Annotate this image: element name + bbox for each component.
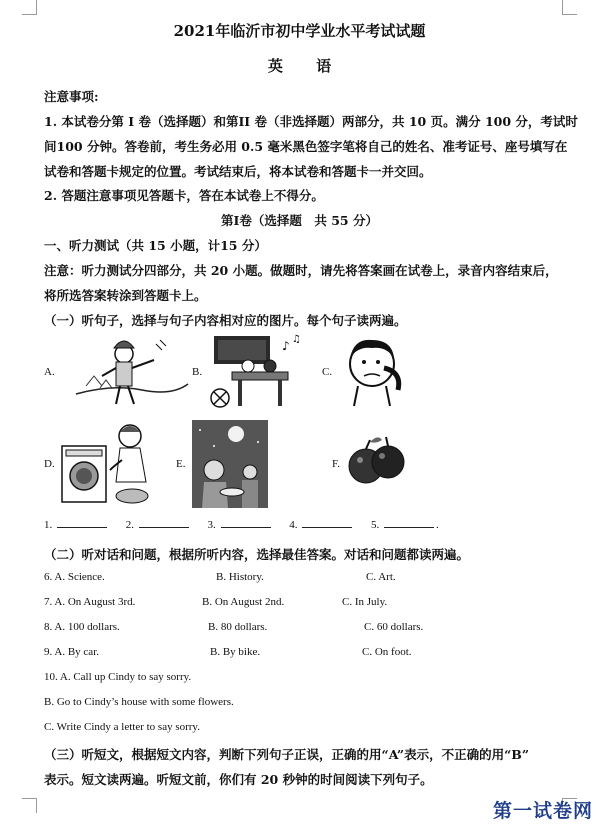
blank-label-1: 1. — [44, 519, 53, 531]
answer-blanks-row — [44, 517, 439, 531]
picture-b-classroom-no-talking — [208, 332, 308, 412]
pic-label-f: F. — [332, 458, 340, 470]
picture-f-apples — [346, 432, 406, 488]
crop-mark-top-right — [562, 0, 577, 15]
answer-blank-1[interactable] — [57, 517, 107, 528]
q6-option-b: B. History. — [216, 571, 264, 583]
q8-option-b: B. 80 dollars. — [208, 621, 268, 633]
blank-label-2: 2. — [125, 519, 134, 531]
answer-blank-4[interactable] — [302, 517, 352, 528]
exam-title: 2021年临沂市初中学业水平考试试题 — [173, 22, 426, 40]
answer-blank-2[interactable] — [139, 517, 189, 528]
listening-note-line-2: 将所选答案转涂到答题卡上。 — [44, 288, 207, 303]
listening-note-line-1: 注意：听力测试分四部分，共 20 小题。做题时，请先将答案画在试卷上，录音内容结束后， — [44, 263, 558, 278]
picture-e-moon-festival — [192, 420, 268, 508]
notice-item-1-line-2: 间100 分钟。答卷前，考生务必用 0.5 毫米黑色签字笔将自己的姓名、准考证号、座号填写在 — [44, 139, 568, 154]
q7-option-c: C. In July. — [342, 596, 388, 608]
q6-option-a: 6. A. Science. — [44, 571, 105, 583]
notice-item-1-line-3: 试卷和答题卡规定的位置。考试结束后，将本试卷和答题卡一并交回。 — [44, 164, 432, 179]
q6-option-c: C. Art. — [366, 571, 396, 583]
listening-section-title: 一、听力测试（共 15 小题，计15 分） — [44, 238, 267, 253]
answer-blank-3[interactable] — [221, 517, 271, 528]
svg-text:♫: ♫ — [292, 334, 301, 345]
notice-item-2: 2. 答题注意事项见答题卡，答在本试卷上不得分。 — [44, 188, 324, 203]
notice-item-1-line-1: 1. 本试卷分第 I 卷（选择题）和第II 卷（非选择题）两部分，共 10 页。满分 100 分，考试时 — [44, 114, 578, 129]
answer-blank-5[interactable] — [384, 517, 434, 528]
q8-option-c: C. 60 dollars. — [364, 621, 424, 633]
picture-c-toothache — [338, 332, 408, 408]
pic-label-d: D. — [44, 458, 55, 470]
picture-d-washing-clothes — [60, 420, 156, 508]
pic-label-e: E. — [176, 458, 186, 470]
blank-label-5: 5. — [371, 519, 380, 531]
blank-label-3: 3. — [207, 519, 216, 531]
q10-option-c: C. Write Cindy a letter to say sorry. — [44, 721, 200, 733]
q10-option-a: 10. A. Call up Cindy to say sorry. — [44, 671, 192, 683]
exam-subject: 英 语 — [267, 57, 346, 75]
sub2-title: （二）听对话和问题，根据所听内容，选择最佳答案。对话和问题都读两遍。 — [44, 547, 470, 562]
pic-label-a: A. — [44, 366, 55, 378]
pic-label-c: C. — [322, 366, 333, 378]
sub1-title: （一）听句子，选择与句子内容相对应的图片。每个句子读两遍。 — [44, 313, 407, 328]
pic-label-b: B. — [192, 366, 203, 378]
q9-option-b: B. By bike. — [210, 646, 261, 658]
blank-label-4: 4. — [289, 519, 298, 531]
q7-option-a: 7. A. On August 3rd. — [44, 596, 136, 608]
blanks-end-period: . — [436, 519, 439, 531]
q8-option-a: 8. A. 100 dollars. — [44, 621, 120, 633]
q7-option-b: B. On August 2nd. — [202, 596, 285, 608]
crop-mark-top-left — [22, 0, 37, 15]
svg-text:♪: ♪ — [282, 339, 290, 353]
picture-a-cold-person — [72, 332, 190, 410]
part1-heading: 第Ⅰ卷（选择题 共 55 分） — [221, 213, 378, 228]
sub3-title-line-1: （三）听短文，根据短文内容，判断下列句子正误，正确的用“A”表示，不正确的用“B” — [44, 747, 530, 762]
sub3-title-line-2: 表示。短文读两遍。听短文前，你们有 20 秒钟的时间阅读下列句子。 — [44, 772, 433, 787]
notice-heading: 注意事项: — [44, 89, 99, 104]
q9-option-a: 9. A. By car. — [44, 646, 99, 658]
watermark-logo: 第一试卷网 — [492, 800, 593, 822]
q9-option-c: C. On foot. — [362, 646, 412, 658]
crop-mark-bottom-left — [22, 798, 37, 813]
q10-option-b: B. Go to Cindy’s house with some flowers. — [44, 696, 234, 708]
